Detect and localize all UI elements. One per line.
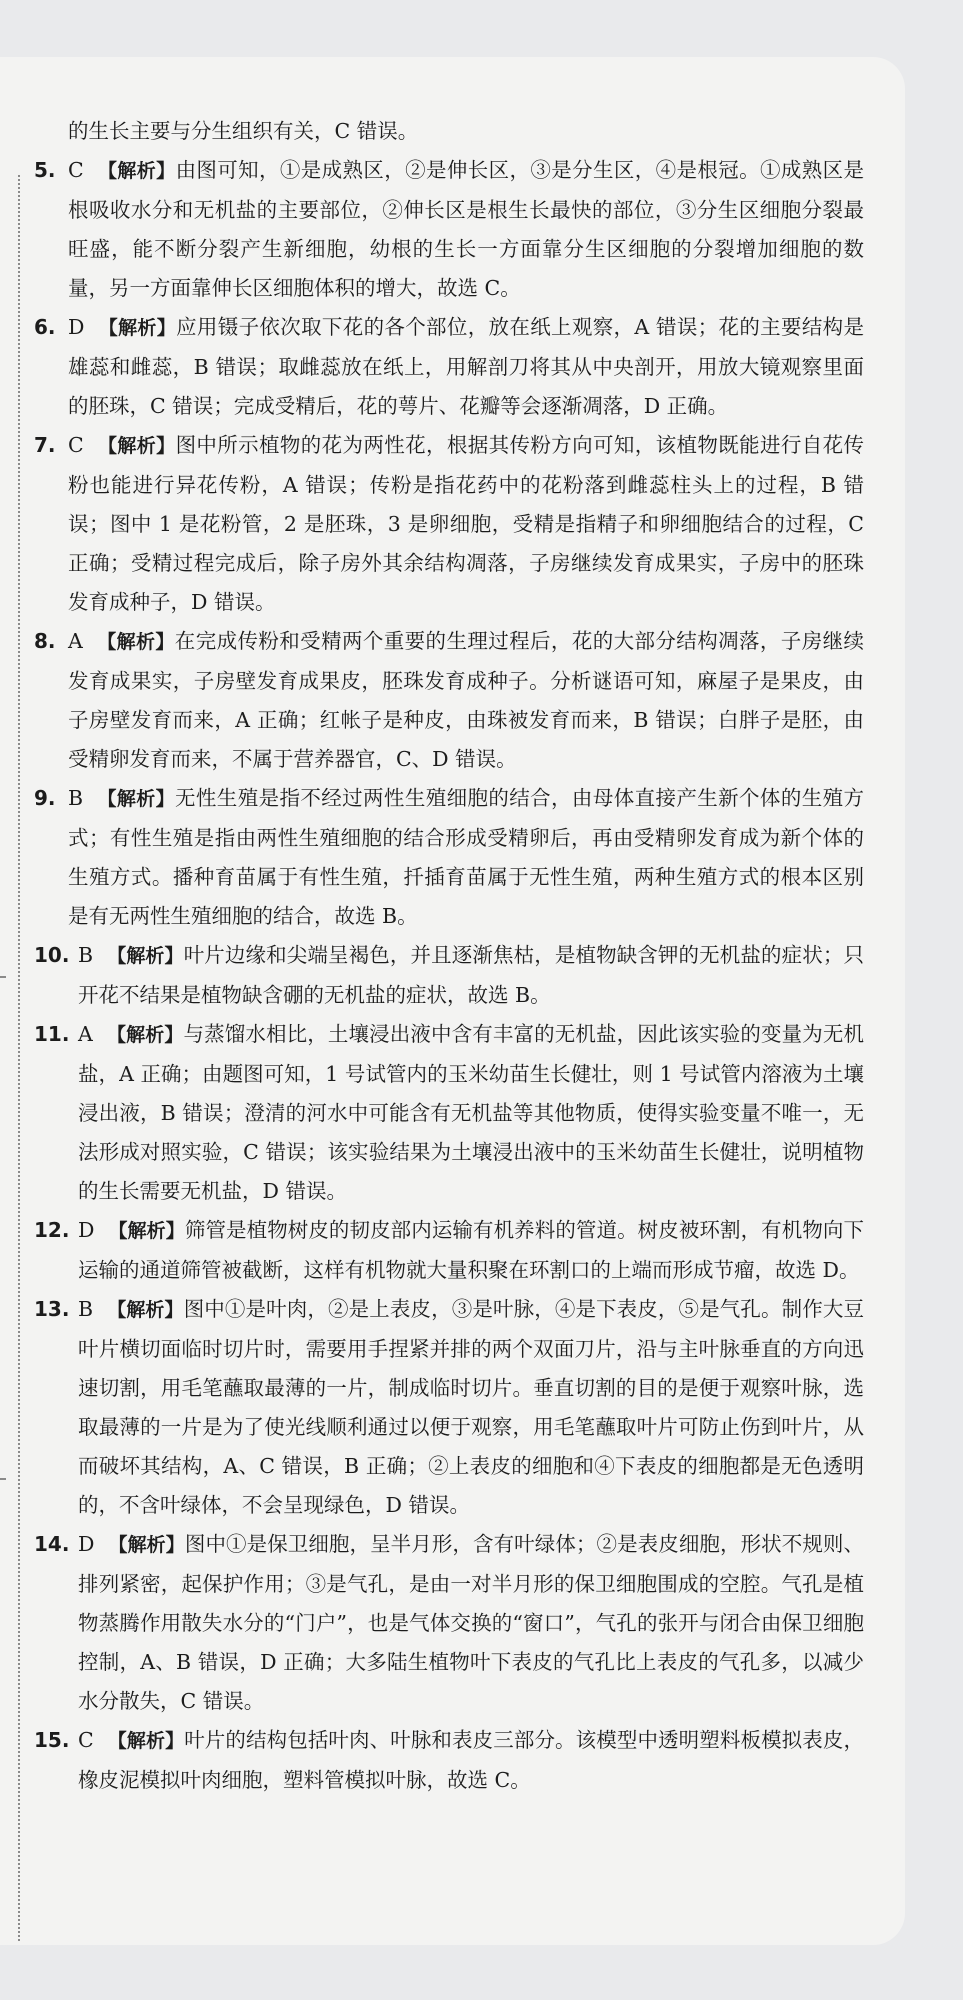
explanation-text: 图中①是保卫细胞，呈半月形，含有叶绿体；②是表皮细胞，形状不规则、排列紧密，起保护作用；③是气孔，是由一对半月形的保卫细胞围成的空腔。气孔是植物蒸腾作用散失水分的“门户”，也是气体交换的“窗口”，气孔的张开与闭合由保卫细胞控制，A、B 错误，D 正确；大多陆生植物叶下表皮的气孔比上表皮的气孔多，以减少水分散失，C 错误。	[78, 1532, 864, 1713]
answer-letter: B	[78, 1297, 94, 1321]
answer-letter: C	[68, 433, 84, 457]
explanation-text: 图中所示植物的花为两性花，根据其传粉方向可知，该植物既能进行自花传粉也能进行异花传粉，A 错误；传粉是指花药中的花粉落到雌蕊柱头上的过程，B 错误；图中 1 是花粉管，2 是胚珠，3 是卵细胞，受精是指精子和卵细胞结合的过程，C 正确；受精过程完成后，除子房外其余结构凋落，子房继续发育成果实，子房中的胚珠发育成种子，D 错误。	[68, 433, 864, 614]
answer-letter: B	[78, 943, 94, 967]
explanation-item	[34, 426, 864, 622]
question-number: 12.	[34, 1218, 70, 1242]
explanation-text: 叶片边缘和尖端呈褐色，并且逐渐焦枯，是植物缺含钾的无机盐的症状；只开花不结果是植物缺含硼的无机盐的症状，故选 B。	[78, 943, 864, 1007]
explanation-item	[34, 1290, 864, 1525]
analysis-tag: 【解析】	[97, 160, 176, 182]
analysis-tag: 【解析】	[107, 1730, 185, 1752]
answer-letter: A	[78, 1022, 93, 1046]
question-number: 10.	[34, 943, 70, 967]
explanation-text: 与蒸馏水相比，土壤浸出液中含有丰富的无机盐，因此该实验的变量为无机盐，A 正确；由题图可知，1 号试管内的玉米幼苗生长健壮，则 1 号试管内溶液为土壤浸出液，B 错误；澄清的河水中可能含有无机盐等其他物质，使得实验变量不唯一，无法形成对照实验，C 错误；该实验结果为土壤浸出液中的玉米幼苗生长健壮，说明植物的生长需要无机盐，D 错误。	[78, 1022, 864, 1203]
question-number: 8.	[34, 629, 56, 653]
explanation-text: 无性生殖是指不经过两性生殖细胞的结合，由母体直接产生新个体的生殖方式；有性生殖是指由两性生殖细胞的结合形成受精卵后，再由受精卵发育成为新个体的生殖方式。播种育苗属于有性生殖，扦插育苗属于无性生殖，两种生殖方式的根本区别是有无两性生殖细胞的结合，故选 B。	[68, 786, 864, 928]
explanation-item	[34, 936, 864, 1015]
answer-letter: A	[68, 629, 83, 653]
analysis-tag: 【解析】	[108, 1220, 185, 1242]
question-number: 11.	[34, 1022, 70, 1046]
answer-letter: C	[68, 158, 84, 182]
question-number: 7.	[34, 433, 56, 457]
explanation-text: 筛管是植物树皮的韧皮部内运输有机养料的管道。树皮被环割，有机物向下运输的通道筛管被截断，这样有机物就大量积聚在环割口的上端而形成节瘤，故选 D。	[78, 1218, 864, 1282]
answer-letter: D	[78, 1218, 95, 1242]
binding-dotted-line	[18, 175, 20, 1941]
answer-letter: C	[78, 1728, 94, 1752]
margin-tick-mark	[0, 1478, 6, 1480]
answer-letter: D	[68, 315, 85, 339]
continuation-paragraph: 的生长主要与分生组织有关，C 错误。	[68, 119, 419, 143]
answer-explanations	[34, 112, 864, 1800]
explanation-item	[34, 1015, 864, 1211]
explanation-item	[34, 1525, 864, 1721]
question-number: 13.	[34, 1297, 70, 1321]
analysis-tag: 【解析】	[97, 788, 176, 810]
analysis-tag: 【解析】	[96, 631, 175, 653]
analysis-tag: 【解析】	[107, 945, 184, 967]
analysis-tag: 【解析】	[98, 317, 177, 339]
explanation-text: 图中①是叶肉，②是上表皮，③是叶脉，④是下表皮，⑤是气孔。制作大豆叶片横切面临时切片时，需要用手捏紧并排的两个双面刀片，沿与主叶脉垂直的方向迅速切割，用毛笔蘸取最薄的一片，制成临时切片。垂直切割的目的是便于观察叶脉，选取最薄的一片是为了使光线顺利通过以便于观察，用毛笔蘸取叶片可防止伤到叶片，从而破坏其结构，A、C 错误，B 正确；②上表皮的细胞和④下表皮的细胞都是无色透明的，不含叶绿体，不会呈现绿色，D 错误。	[78, 1297, 864, 1517]
analysis-tag: 【解析】	[97, 435, 176, 457]
analysis-tag: 【解析】	[107, 1299, 184, 1321]
answer-letter: B	[68, 786, 84, 810]
explanation-item	[34, 1211, 864, 1290]
question-number: 9.	[34, 786, 56, 810]
question-number: 14.	[34, 1532, 70, 1556]
answer-letter: D	[78, 1532, 95, 1556]
margin-tick-mark	[0, 976, 6, 978]
explanation-item	[34, 779, 864, 936]
question-number: 15.	[34, 1728, 70, 1752]
explanation-item	[34, 151, 864, 308]
explanation-item	[34, 308, 864, 426]
analysis-tag: 【解析】	[108, 1534, 185, 1556]
explanation-text: 应用镊子依次取下花的各个部位，放在纸上观察，A 错误；花的主要结构是雄蕊和雌蕊，B 错误；取雌蕊放在纸上，用解剖刀将其从中央剖开，用放大镜观察里面的胚珠，C 错误；完成受精后，花的萼片、花瓣等会逐渐凋落，D 正确。	[68, 315, 864, 418]
explanation-text: 在完成传粉和受精两个重要的生理过程后，花的大部分结构凋落，子房继续发育成果实，子房壁发育成果皮，胚珠发育成种子。分析谜语可知，麻屋子是果皮，由子房壁发育而来，A 正确；红帐子是种皮，由珠被发育而来，B 错误；白胖子是胚，由受精卵发育而来，不属于营养器官，C、D 错误。	[68, 629, 864, 771]
explanation-item	[34, 622, 864, 779]
question-number: 6.	[34, 315, 56, 339]
explanation-text: 由图可知，①是成熟区，②是伸长区，③是分生区，④是根冠。①成熟区是根吸收水分和无机盐的主要部位，②伸长区是根生长最快的部位，③分生区细胞分裂最旺盛，能不断分裂产生新细胞，幼根的生长一方面靠分生区细胞的分裂增加细胞的数量，另一方面靠伸长区细胞体积的增大，故选 C。	[68, 158, 864, 300]
explanation-item	[34, 1721, 864, 1800]
explanation-text: 叶片的结构包括叶肉、叶脉和表皮三部分。该模型中透明塑料板模拟表皮，橡皮泥模拟叶肉细胞，塑料管模拟叶脉，故选 C。	[78, 1728, 864, 1792]
explanation-list	[34, 151, 864, 1800]
question-number: 5.	[34, 158, 56, 182]
analysis-tag: 【解析】	[106, 1024, 184, 1046]
